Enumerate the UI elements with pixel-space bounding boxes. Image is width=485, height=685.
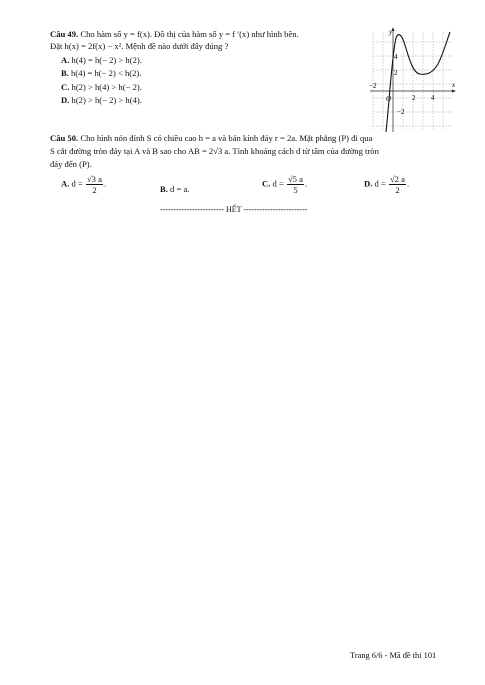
graph-tick-x2: 2 <box>412 94 416 102</box>
q49-option-a-letter: A. <box>61 55 70 65</box>
q50-label: Câu 50. <box>50 133 79 143</box>
graph-x-label: x <box>452 81 456 89</box>
q49-option-b-text: h(4) = h(− 2) < h(2). <box>71 68 142 78</box>
graph-tick-ym2: −2 <box>397 108 405 116</box>
q50-option-d-numerator: √2 a <box>389 174 405 184</box>
q50-option-b-letter: B. <box>160 184 168 194</box>
q50-option-a-suffix: . <box>103 178 107 189</box>
q50-option-d <box>364 174 409 195</box>
q50-text-1: Cho hình nón đỉnh S có chiều cao h = a và bán kính đáy r = 2a. Mặt phẳng (P) đi qua <box>80 133 373 143</box>
q50-option-a-prefix: d = <box>71 178 83 189</box>
q49-label: Câu 49. <box>50 29 79 39</box>
derivative-graph <box>368 24 458 134</box>
q50-option-d-prefix: d = <box>374 178 386 189</box>
derivative-curve <box>386 32 450 132</box>
q50-option-a <box>61 174 106 195</box>
q50-line2: S cắt đường tròn đáy tại A và B sao cho AB = 2√3 a. Tính khoảng cách d từ tâm của đường tròn <box>50 146 379 156</box>
x-axis-arrow <box>452 90 456 93</box>
q49-option-b-letter: B. <box>61 68 69 78</box>
q50-option-b <box>160 184 189 194</box>
q49-line2: Đặt h(x) = 2f(x) − x². Mệnh đề nào dưới đây đúng ? <box>50 41 229 51</box>
graph-tick-y4: 4 <box>394 53 398 61</box>
graph-y-label: y <box>389 28 393 36</box>
q50-option-a-fraction <box>86 174 103 195</box>
graph-origin-label: O <box>386 95 392 103</box>
q50-option-a-numerator: √3 a <box>86 174 102 184</box>
q49-line1 <box>50 29 299 39</box>
q49-option-b <box>61 68 141 78</box>
q49-option-d-text: h(2) > h(− 2) > h(4). <box>71 95 142 105</box>
graph-tick-xm2: −2 <box>369 82 377 90</box>
q49-option-d <box>61 95 142 105</box>
q50-option-d-suffix: . <box>406 178 410 189</box>
q50-option-d-fraction <box>389 174 406 195</box>
graph-tick-x4: 4 <box>431 94 435 102</box>
q49-option-c-letter: C. <box>61 82 70 92</box>
q49-option-d-letter: D. <box>61 95 70 105</box>
q50-option-b-text: d = a. <box>170 184 190 194</box>
q50-option-d-denominator: 2 <box>395 185 400 195</box>
graph-tick-y2: 2 <box>394 69 398 77</box>
q50-line3: đáy đến (P). <box>50 159 92 169</box>
end-marker: ------------------------ HẾT ------------------------ <box>160 205 308 214</box>
q50-option-c-fraction <box>287 174 304 195</box>
q50-option-a-denominator: 2 <box>92 185 97 195</box>
q50-option-a-letter: A. <box>61 178 70 189</box>
q50-option-c-numerator: √5 a <box>287 174 303 184</box>
q50-line1 <box>50 133 372 143</box>
q50-option-c <box>262 174 307 195</box>
page-footer: Trang 6/6 - Mã đề thi 101 <box>350 651 437 660</box>
q49-option-c <box>61 82 142 92</box>
q50-option-c-letter: C. <box>262 178 271 189</box>
q49-option-c-text: h(2) > h(4) > h(− 2). <box>71 82 142 92</box>
q50-option-c-prefix: d = <box>272 178 284 189</box>
q49-option-a <box>61 55 142 65</box>
graph-grid <box>373 32 453 129</box>
q49-option-a-text: h(4) = h(− 2) > h(2). <box>71 55 142 65</box>
q50-option-c-suffix: . <box>304 178 308 189</box>
q49-text-1: Cho hàm số y = f(x). Đồ thị của hàm số y = f ′(x) như hình bên. <box>80 29 299 39</box>
q50-option-d-letter: D. <box>364 178 373 189</box>
q50-option-c-denominator: 5 <box>293 185 298 195</box>
